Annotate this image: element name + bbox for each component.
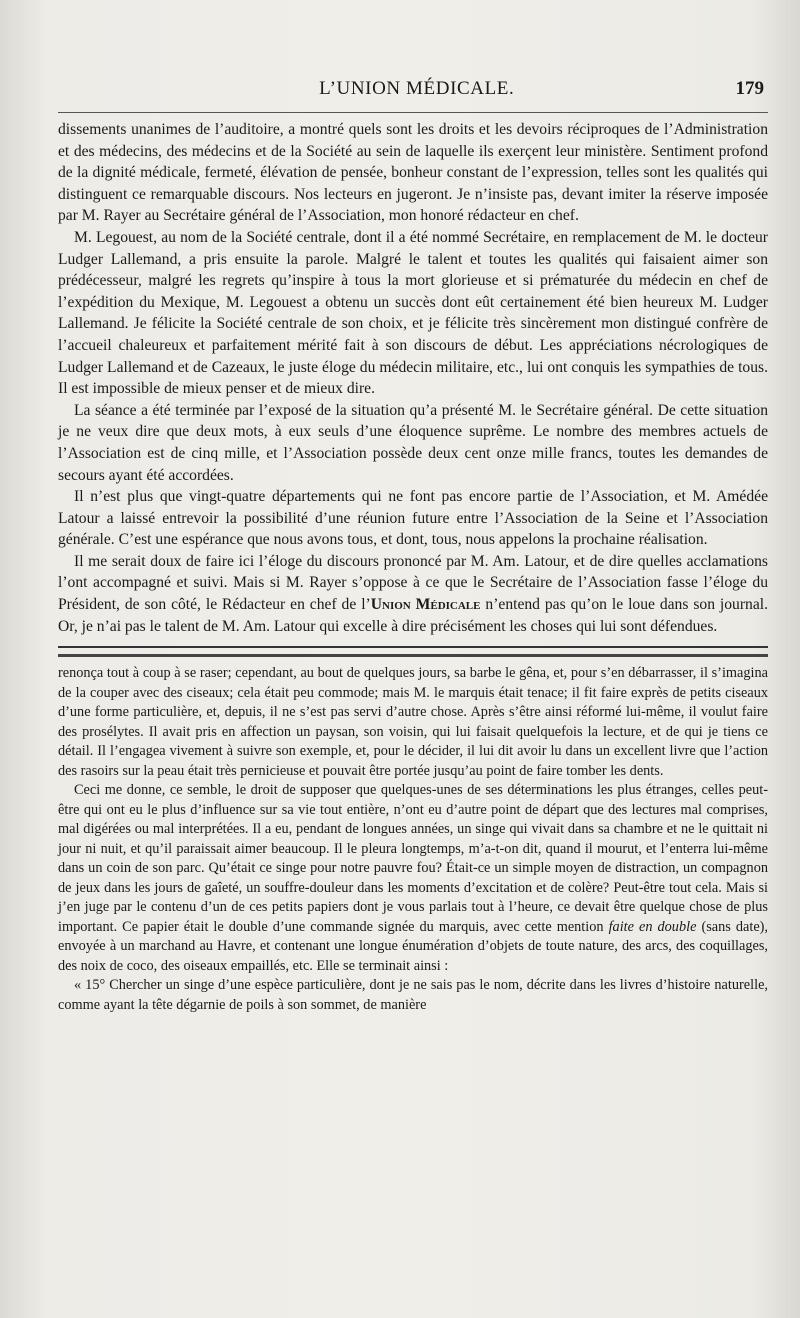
article-paragraph: dissements unanimes de l’auditoire, a montré quels sont les droits et les devoirs réciproques de l’Administration et des médecins, des médecins et de la Société au sein de laquelle ils exerçent leur ministère. Sentiment profond de la dignité médicale, fermeté, élévation de pensée, bonheur constant de l’expression, telles sont les qualités qui distinguent ce remarquable discours. Nos lecteurs en jugeront. Je n’insiste pas, devant imiter la réserve imposée par M. Rayer au Secrétaire général de l’Association, mon honoré rédacteur en chef. — [58, 121, 768, 225]
article-paragraph: Il n’est plus que vingt-quatre départements qui ne font pas encore partie de l’Association, et M. Amédée Latour a laissé entrevoir la possibilité d’une réunion future entre l’Association de la Seine et l’Association générale. C’est une espérance que nous avons tous, et dont, tous, nous appelons la prochaine réalisation. — [58, 488, 768, 549]
article-paragraph: La séance a été terminée par l’exposé de la situation qu’a présenté M. le Secrétaire général. De cette situation je ne veux dire que deux mots, à eux seuls d’une éloquence suprême. Le nombre des membres actuels de l’Association est de cinq mille, et l’Association possède deux cent onze mille francs, toutes les demandes de secours ayant été accordées. — [58, 401, 768, 484]
article-paragraph — [58, 551, 768, 637]
text-run: Ceci me donne, ce semble, le droit de supposer que quelques-unes de ses déterminations les plus étranges, celles peut-être qui ont eu le plus d’influence sur sa vie tout entière, n’ont eu d’autre point de départ que des lectures mal comprises, mal digérées ou mal interprétées. Il a eu, pendant de longues années, un singe qui vivait dans sa chambre et ne le quittait ni jour ni nuit, et qu’il paraissait aimer beaucoup. Il le pleura longtemps, m’a-t-on dit, quand il mourut, et l’enterra lui-même dans un coin de son parc. Qu’était ce singe pour notre pauvre fou? Était-ce un simple moyen de distraction, un compagnon de jeux dans les jours de gaîeté, un souffre-douleur dans les moments d’excitation et de colère? Peut-être tout cela. Mais si j’en juge par le contenu d’un de ces petits papiers dont je vous parlais tout à l’heure, ce devait être quelque chose de plus important. Ce papier était le double d’une commande signée du marquis, avec cette mention — [58, 782, 768, 935]
feuilleton-quote: « 15° Chercher un singe d’une espèce particulière, dont je ne sais pas le nom, décrite dans les livres d’histoire naturelle, comme ayant la tête dégarnie de poils à son sommet, de manière — [58, 977, 768, 1013]
text-run: Il me serait doux de faire ici l’éloge du discours prononcé par M. Am. Latour, et de dire quelles acclamations l’ont accompagné et suivi. Mais si M. Rayer s’oppose à ce que le Secrétaire de l’Association fasse l’éloge du Président, de son côté, le Rédacteur en chef de l’ — [58, 552, 768, 614]
page-number: 179 — [735, 78, 764, 99]
feuilleton-body — [58, 664, 768, 1015]
article-body — [58, 119, 768, 637]
text-run: n’entend pas qu’on le loue dans son journal. Or, je n’ai pas le talent de M. Am. Latour qui excelle à dire précisément les choses qui lui sont défendues. — [58, 596, 768, 635]
article-paragraph: M. Legouest, au nom de la Société centrale, dont il a été nommé Secrétaire, en remplacement de M. le docteur Ludger Lallemand, a pris ensuite la parole. Malgré le talent et toutes les qualités qui faisaient aimer son prédécesseur, malgré les regrets qu’inspire à tous la mort glorieuse et si prématurée du médecin en chef de l’expédition du Mexique, M. Legouest a obtenu un succès dont eût certainement été bien heureux M. Ludger Lallemand. Je félicite la Société centrale de son choix, et je félicite très sincèrement mon distingué confrère de l’accueil chaleureux et parfaitement mérité fait à son discours de début. Les appréciations nécrologiques de Ludger Lallemand et de Cazeaux, le juste éloge du médecin militaire, etc., lui ont conquis les sympathies de tous. Il est impossible de mieux penser et de mieux dire. — [58, 228, 768, 398]
text-run: (sans date), envoyée à un marchand au Havre, et contenant une longue énumération d’objets de toute nature, des arcs, des coquillages, des noix de coco, des oiseaux empaillés, etc. Elle se terminait ainsi : — [58, 918, 768, 974]
feuilleton-divider — [58, 646, 768, 657]
running-header — [58, 78, 768, 113]
journal-title: L’UNION MÉDICALE. — [319, 78, 515, 99]
journal-name: Union Médicale — [370, 596, 481, 614]
italic-mention: faite en double — [608, 918, 697, 935]
feuilleton-paragraph — [58, 781, 768, 976]
feuilleton-paragraph: renonça tout à coup à se raser; cependant, au bout de quelques jours, sa barbe le gêna, et, pour s’en débarrasser, il s’imagina de la couper avec des ciseaux; cela était peu commode; mais M. le marquis était tenace; il fit faire exprès de petits ciseaux d’une forme particulière, et, depuis, il ne s’est pas servi d’autre chose. Après s’être ainsi réformé lui-même, il voulut faire des prosélytes. Il avait pris en affection un paysan, son voisin, qui lui faisait quelquefois la lecture, et de qui je tiens ce détail. Il l’engagea vivement à suivre son exemple, et, pour le décider, il lui dit avoir lu dans un excellent livre que l’action des rasoirs sur la peau était très pernicieuse et pouvait être portée jusqu’au point de faire tomber les dents. — [58, 665, 768, 779]
